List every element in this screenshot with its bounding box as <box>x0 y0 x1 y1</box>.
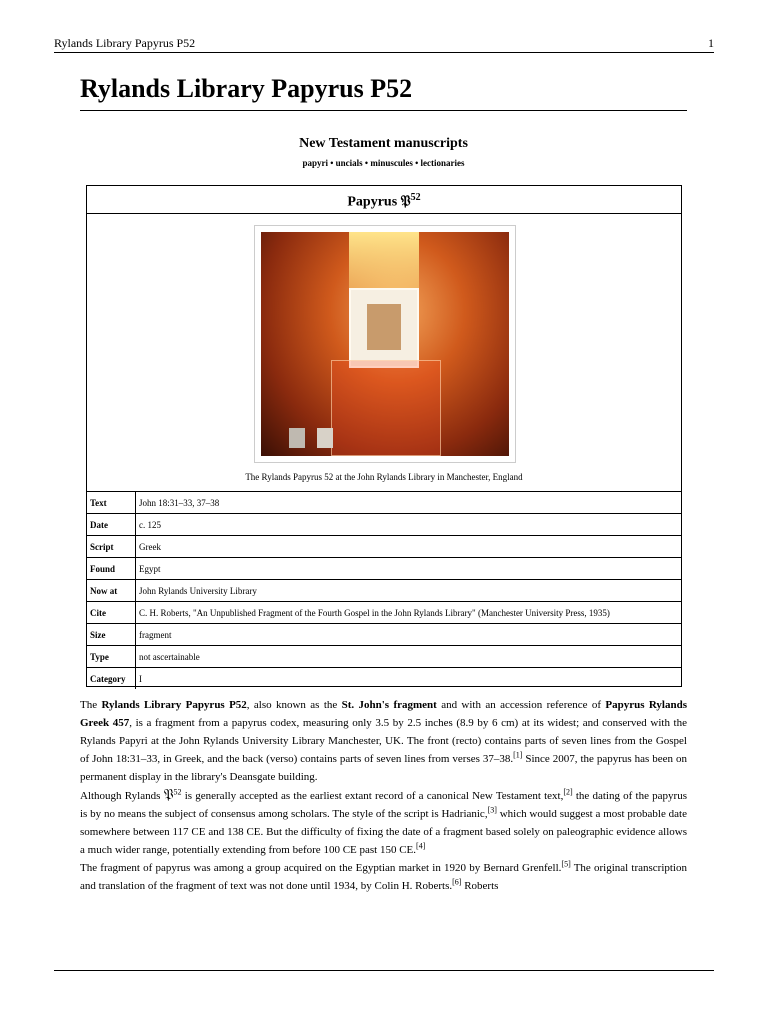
paragraph-3 <box>80 859 687 895</box>
table-row <box>87 536 681 558</box>
running-title: Rylands Library Papyrus P52 <box>54 36 196 50</box>
infobox <box>86 185 682 687</box>
glass-case <box>331 360 441 456</box>
page-title: Rylands Library Papyrus P52 <box>80 74 687 111</box>
row-key: Found <box>87 558 136 580</box>
row-value: John 18:31–33, 37–38 <box>136 492 682 514</box>
row-key: Category <box>87 668 136 690</box>
row-value: not ascertainable <box>136 646 682 668</box>
nav-separator: • <box>412 158 421 168</box>
row-key: Now at <box>87 580 136 602</box>
row-value: Greek <box>136 536 682 558</box>
symbol-sup: 52 <box>173 787 182 797</box>
text-run: , also known as the <box>246 699 342 711</box>
row-key: Size <box>87 624 136 646</box>
infobox-table <box>87 491 681 689</box>
row-key: Cite <box>87 602 136 624</box>
row-value: C. H. Roberts, "An Unpublished Fragment of the Fourth Gospel in the John Rylands Library" (Manchester University Press, 1935) <box>136 602 682 624</box>
text-run: , is a fragment from a papyrus codex, measuring only 3.5 by 2.5 inches (8.9 by 6 cm) at its widest; and conserved with the Rylands Papyri at the John Rylands University Library Manchester, UK. The front (recto) contains parts of seven lines from the Gospel of John 18:31–33, in Greek, and the back (verso) contains parts of seven lines from verses 37–38. <box>80 717 687 765</box>
papyrus-symbol: 𝔓 <box>400 193 411 210</box>
text-run: and with an accession reference of <box>436 699 606 711</box>
paragraph-2 <box>80 786 687 859</box>
row-value: fragment <box>136 624 682 646</box>
row-key: Text <box>87 492 136 514</box>
text-run: which would suggest a most probable date somewhere between 117 CE and 138 CE. But the difficulty of fixing the date of a fragment based solely on paleographic evidence allows a much wider range, potentially extending from before 100 CE past 150 CE. <box>80 808 687 856</box>
nav-link-uncials[interactable]: uncials <box>335 158 363 168</box>
nav-box <box>80 136 687 168</box>
text-run: The fragment of papyrus was among a group acquired on the Egyptian market in 1920 by Bernard Grenfell. <box>80 862 562 874</box>
row-value: c. 125 <box>136 514 682 536</box>
photo-frame[interactable] <box>254 225 516 463</box>
paragraph-1 <box>80 696 687 786</box>
row-value: John Rylands University Library <box>136 580 682 602</box>
papyrus-display-photo <box>261 232 509 456</box>
row-value: Egypt <box>136 558 682 580</box>
text-run: Since 2007, the papyrus has been on permanent display in the library's Deansgate building. <box>80 753 687 783</box>
infobox-title <box>87 186 681 214</box>
reference-link[interactable]: [3] <box>487 805 497 815</box>
table-row <box>87 514 681 536</box>
papyrus-symbol: 𝔓 <box>163 787 174 803</box>
page-number: 1 <box>708 36 714 50</box>
nav-separator: • <box>362 158 371 168</box>
photo-caption: The Rylands Papyrus 52 at the John Rylands Library in Manchester, England <box>245 472 523 482</box>
reference-link[interactable]: [1] <box>513 750 523 760</box>
table-row <box>87 668 681 690</box>
table-row <box>87 558 681 580</box>
row-value: I <box>136 668 682 690</box>
nav-separator: • <box>328 158 336 168</box>
infobox-title-prefix: Papyrus <box>347 194 401 210</box>
table-row <box>87 624 681 646</box>
table-row <box>87 492 681 514</box>
row-key: Date <box>87 514 136 536</box>
infobox-title-sup: 52 <box>410 192 421 203</box>
reference-link[interactable]: [6] <box>452 877 462 887</box>
row-key: Type <box>87 646 136 668</box>
text-run: The original transcription and translation of the fragment of text was not done until 1934, by Colin H. Roberts. <box>80 862 687 892</box>
info-plaque <box>317 428 333 448</box>
nav-title: New Testament manuscripts <box>299 136 468 151</box>
running-header <box>54 36 714 53</box>
bold-term: St. John's fragment <box>341 699 437 711</box>
row-key: Script <box>87 536 136 558</box>
display-panel <box>349 288 419 368</box>
text-run: Roberts <box>461 880 499 892</box>
bold-term: Rylands Library Papyrus P52 <box>101 699 247 711</box>
nav-links <box>80 158 687 168</box>
article-body <box>80 696 687 895</box>
nav-link-lectionaries[interactable]: lectionaries <box>420 158 465 168</box>
footer-rule <box>54 970 714 971</box>
reference-link[interactable]: [2] <box>563 787 573 797</box>
nav-link-papyri[interactable]: papyri <box>302 158 328 168</box>
text-run: is generally accepted as the earliest extant record of a canonical New Testament text, <box>181 790 564 802</box>
bold-term: Papyrus Rylands Greek 457 <box>80 699 687 729</box>
nav-link-minuscules[interactable]: minuscules <box>370 158 413 168</box>
reference-link[interactable]: [4] <box>416 841 426 851</box>
text-run: Although Rylands <box>80 790 164 802</box>
info-plaque <box>289 428 305 448</box>
reference-link[interactable]: [5] <box>561 859 571 869</box>
table-row <box>87 646 681 668</box>
table-row <box>87 580 681 602</box>
text-run: The <box>80 699 102 711</box>
text-run: the dating of the papyrus is by no means the subject of consensus among scholars. The style of the script is Hadrianic, <box>80 790 687 820</box>
table-row <box>87 602 681 624</box>
